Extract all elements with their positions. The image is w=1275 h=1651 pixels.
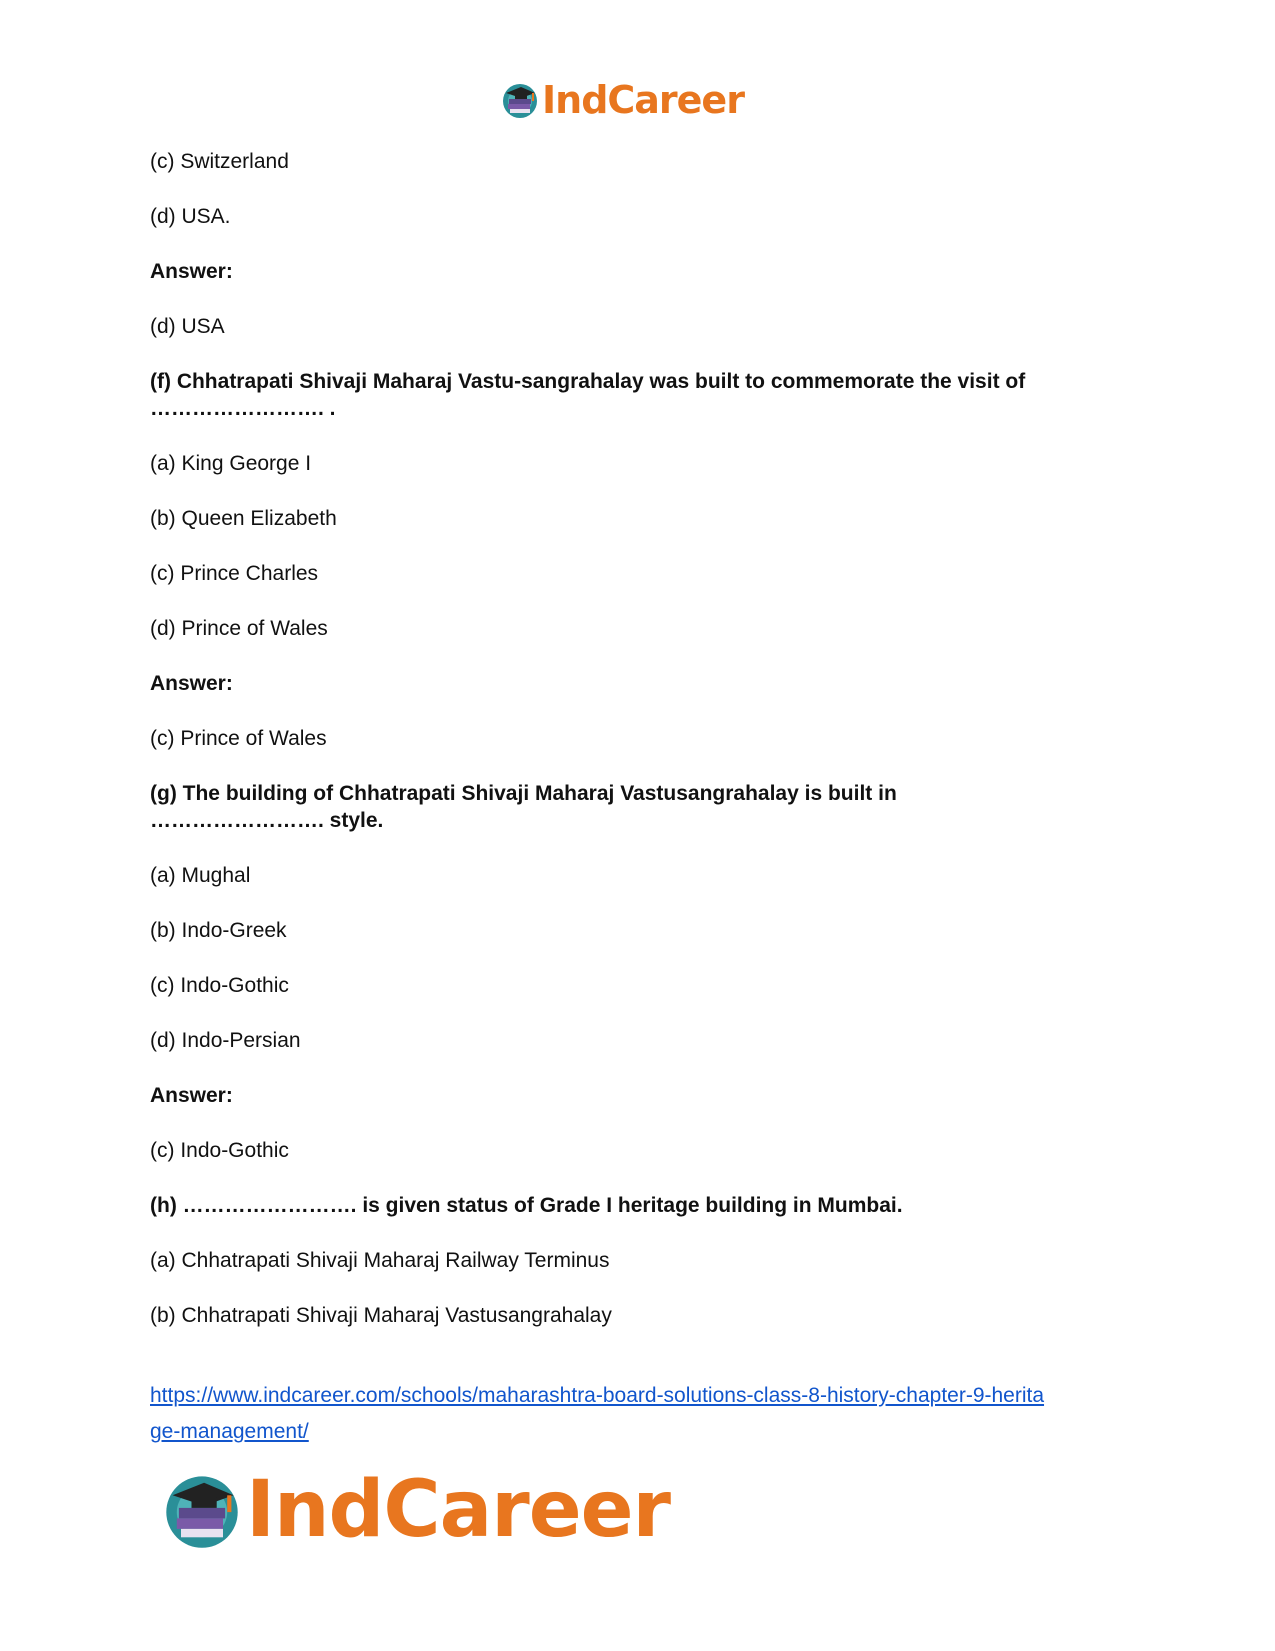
option-text	[150, 203, 1150, 230]
header-logo	[500, 80, 744, 120]
option-text	[150, 862, 1150, 889]
paragraph-gap	[150, 642, 1150, 670]
question-or-answer-label	[150, 368, 1150, 422]
paragraph-text: (b) Chhatrapati Shivaji Maharaj Vastusangrahalay	[150, 1304, 612, 1327]
paragraph-text: Answer:	[150, 1084, 233, 1107]
paragraph-text: Answer:	[150, 672, 233, 695]
paragraph-text: (c) Prince Charles	[150, 562, 319, 585]
option-text	[150, 1137, 1150, 1164]
paragraph-text: (c) Indo-Gothic	[150, 974, 289, 997]
paragraph-gap	[150, 532, 1150, 560]
option-text	[150, 450, 1150, 477]
paragraph-gap	[150, 1054, 1150, 1082]
question-or-answer-label	[150, 670, 1150, 697]
paragraph-continuation: ……………………. .	[150, 397, 336, 420]
paragraph-text: (d) USA.	[150, 205, 231, 228]
paragraph-text: (c) Indo-Gothic	[150, 1139, 289, 1162]
paragraph-text: (c) Switzerland	[150, 150, 289, 173]
paragraph-text: (h) ……………………. is given status of Grade I heritage building in Mumbai.	[150, 1194, 903, 1217]
option-text	[150, 505, 1150, 532]
paragraph-text: (a) King George I	[150, 452, 312, 475]
paragraph-gap	[150, 477, 1150, 505]
graduation-cap-books-icon	[160, 1468, 244, 1552]
question-or-answer-label	[150, 258, 1150, 285]
paragraph-text: (f) Chhatrapati Shivaji Maharaj Vastu-sangrahalay was built to commemorate the visit of	[150, 370, 1026, 393]
paragraph-text: (d) Prince of Wales	[150, 617, 328, 640]
paragraph-gap	[150, 175, 1150, 203]
paragraph-gap	[150, 999, 1150, 1027]
logo-wordmark: IndCareer	[246, 1465, 670, 1555]
paragraph-text: (g) The building of Chhatrapati Shivaji Maharaj Vastusangrahalay is built in	[150, 782, 897, 805]
source-link-line-2[interactable]: ge-management/	[150, 1420, 309, 1443]
paragraph-text: (d) USA	[150, 315, 225, 338]
option-text	[150, 972, 1150, 999]
option-text	[150, 917, 1150, 944]
option-text	[150, 1027, 1150, 1054]
source-link[interactable]	[150, 1378, 1150, 1450]
paragraph-continuation: ……………………. style.	[150, 809, 384, 832]
graduation-cap-books-icon	[500, 80, 540, 120]
question-or-answer-label	[150, 1082, 1150, 1109]
question-or-answer-label	[150, 1192, 1150, 1219]
paragraph-text: (c) Prince of Wales	[150, 727, 327, 750]
paragraph-text: (a) Chhatrapati Shivaji Maharaj Railway Terminus	[150, 1249, 610, 1272]
paragraph-text: (d) Indo-Persian	[150, 1029, 301, 1052]
logo-wordmark: IndCareer	[542, 78, 744, 122]
paragraph-gap	[150, 834, 1150, 862]
paragraph-gap	[150, 285, 1150, 313]
option-text	[150, 615, 1150, 642]
paragraph-gap	[150, 944, 1150, 972]
option-text	[150, 1302, 1150, 1329]
paragraph-text: (b) Queen Elizabeth	[150, 507, 337, 530]
paragraph-gap	[150, 1274, 1150, 1302]
document-body	[150, 148, 1150, 1329]
paragraph-gap	[150, 422, 1150, 450]
paragraph-text: (a) Mughal	[150, 864, 251, 887]
paragraph-gap	[150, 1109, 1150, 1137]
source-link-line-1[interactable]: https://www.indcareer.com/schools/maharashtra-board-solutions-class-8-history-chapter-9-herita	[150, 1384, 1045, 1407]
option-text	[150, 1247, 1150, 1274]
option-text	[150, 313, 1150, 340]
option-text	[150, 725, 1150, 752]
option-text	[150, 560, 1150, 587]
paragraph-gap	[150, 230, 1150, 258]
paragraph-gap	[150, 889, 1150, 917]
paragraph-text: (b) Indo-Greek	[150, 919, 287, 942]
question-or-answer-label	[150, 780, 1150, 834]
paragraph-gap	[150, 1219, 1150, 1247]
paragraph-gap	[150, 587, 1150, 615]
paragraph-gap	[150, 752, 1150, 780]
footer-logo	[160, 1465, 670, 1555]
paragraph-text: Answer:	[150, 260, 233, 283]
paragraph-gap	[150, 697, 1150, 725]
paragraph-gap	[150, 1164, 1150, 1192]
option-text	[150, 148, 1150, 175]
paragraph-gap	[150, 340, 1150, 368]
